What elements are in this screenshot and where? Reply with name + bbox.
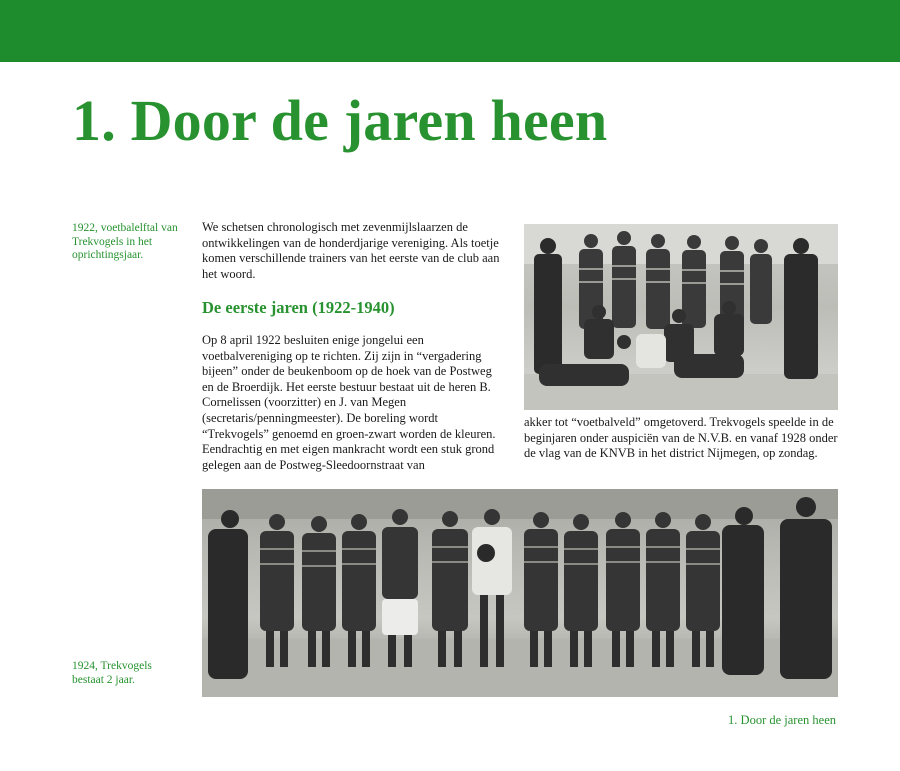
- body-text-left: Op 8 april 1922 besluiten enige jongelui een voetbalvereniging op te richten. Zij zijn in “vergadering bijeen” onder de beukenboom op de hoek van de Postweg en de Broerdijk. Het eerste bestuur bestaat uit de heren B. Cornelissen (voorzitter) en J. van Megen (secretaris/penningmeester). De boreling wordt “Trekvogels” genoemd en groen-zwart worden de kleuren. Eendrachtig en met eigen mankracht wordt een stuk grond gelegen aan de Postweg-Sleedoornstraat van: [202, 333, 496, 472]
- team-photo-1922: [524, 224, 838, 410]
- footer-chapter-label: 1. Door de jaren heen: [728, 713, 836, 727]
- body-text-right: akker tot “voetbalveld” omgetoverd. Trekvogels speelde in de beginjaren onder auspiciën van de N.V.B. en vanaf 1928 onder de vlag van de KNVB in het district Nijmegen, op zondag.: [524, 415, 838, 461]
- header-bar: [0, 0, 900, 62]
- photo-caption-1924: 1924, Trekvogels bestaat 2 jaar.: [72, 660, 152, 686]
- photo-caption-1922: 1922, voetbalelftal van Trekvogels in het oprichtingsjaar.: [72, 222, 178, 261]
- team-photo-1924: [202, 489, 838, 697]
- section-heading: De eerste jaren (1922-1940): [202, 298, 395, 317]
- intro-paragraph: We schetsen chronologisch met zevenmijlslaarzen de ontwikkelingen van de honderdjarige vereniging. Als toetje komen verschillende trainers van het eerste van de club aan het woord.: [202, 220, 500, 281]
- page-title: 1. Door de jaren heen: [72, 88, 608, 153]
